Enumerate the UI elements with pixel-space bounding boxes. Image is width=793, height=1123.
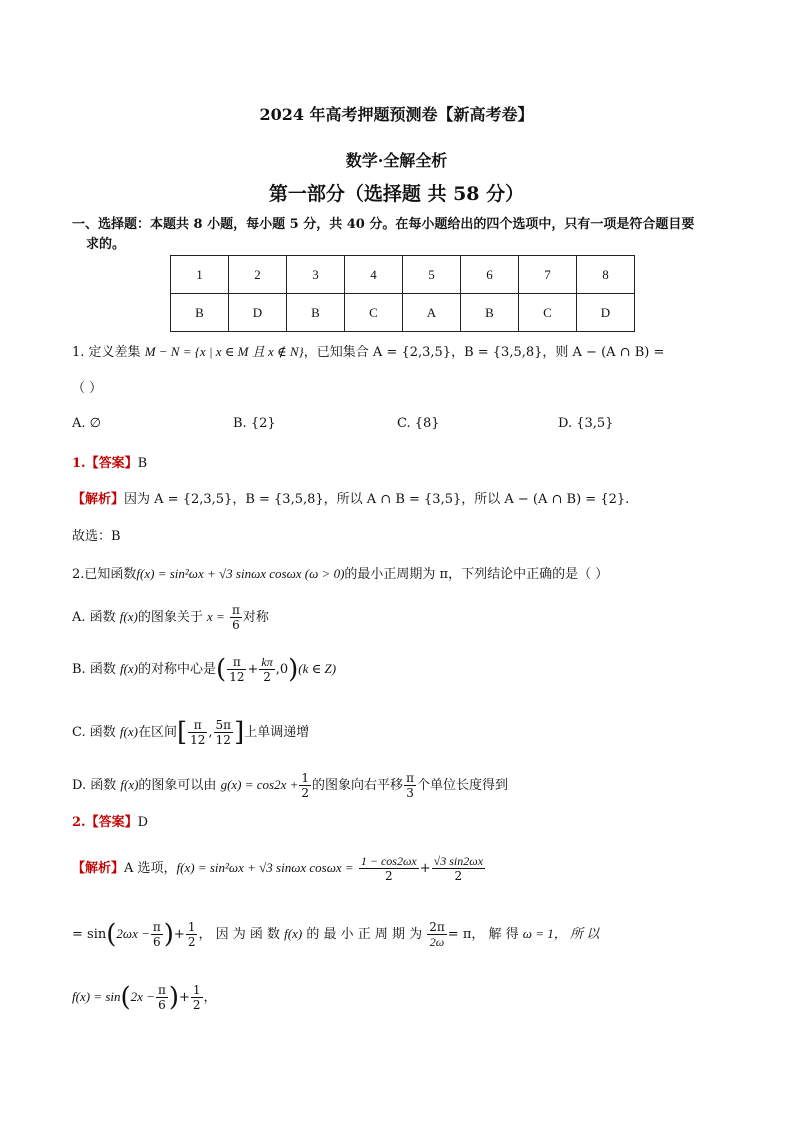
q2-l3-end: ， [203,990,217,1005]
table-cell: 7 [519,256,577,294]
table-cell: 1 [171,256,229,294]
q2-l3-arg: 2x − [130,989,155,1004]
table-cell: C [519,294,577,332]
fraction-denominator: 12 [229,670,245,684]
table-cell: C [345,294,403,332]
q2-option-c-mid: 在区间 [137,725,177,740]
q2-analysis-a: A 选项， [124,861,177,876]
q2-stem-math: f(x) = sin²ωx + √3 sinωx cosωx (ω > 0) [136,566,345,581]
table-cell: 4 [345,256,403,294]
q2-option-a-mid: 的图象关于 [137,610,203,625]
table-cell: D [577,294,635,332]
q2-stem-suffix: 的最小正周期为 π，下列结论中正确的是（ ） [344,567,609,582]
q2-option-c: C. 函数 f(x)在区间[ $\frac{\pi}{12}$ , $\frac{5\pi}{12}$ ]上单调递增 [72,717,310,748]
part-heading: 第一部分（选择题 共 58 分） [268,183,525,205]
q2-option-b-k: (k ∈ Z) [298,661,337,676]
fraction [299,771,311,800]
fraction-numerator: √3 sin2ωx [433,854,484,868]
q1-paren: （ ） [72,381,103,396]
table-cell: D [229,294,287,332]
fraction [188,718,207,747]
fraction-numerator: 1 [192,983,201,997]
table-cell: 5 [403,256,461,294]
exam-title: 2024 年高考押题预测卷【新高考卷】 [259,105,534,124]
q2-l2-omega: ω = 1， 所 以 [522,926,600,941]
q1-answer [72,455,147,473]
fraction-denominator: 6 [153,935,161,949]
q2-option-d-g: g(x) = cos2x + [220,777,299,792]
table-cell: 2 [229,256,287,294]
q1-choose: 故选：B [72,529,121,544]
plus-sign: + [419,861,431,876]
answer-table [170,255,635,332]
fraction-denominator: 2 [263,670,271,684]
q1-option-c: C. {8} [397,416,440,431]
fraction-denominator: 6 [158,998,166,1012]
table-cell: B [171,294,229,332]
fraction-numerator: 1 [187,920,196,934]
answer-table-numbers-row [171,256,635,294]
q2-option-d-mid2: 的图象向右平移 [312,778,404,793]
fraction-denominator: 3 [406,786,414,800]
left-bracket: [ [176,717,188,748]
table-cell: A [403,294,461,332]
fraction [230,603,242,632]
q2-option-b-fx: f(x) [119,661,139,676]
q2-analysis-line3 [72,980,217,1015]
fraction-numerator: 2π [429,920,445,934]
q2-l3-fx: f(x) = sin [72,989,121,1004]
left-paren: ( [120,982,131,1013]
fraction [186,920,198,949]
fraction-numerator: 1 [301,771,310,785]
fraction-numerator: kπ [261,655,273,669]
fraction [151,920,163,949]
left-paren: ( [106,919,117,950]
q2-analysis-label: 【解析】 [72,861,125,876]
fraction [427,920,447,949]
plus-sign: + [173,927,185,942]
q2-option-d-suffix: 个单位长度得到 [416,778,508,793]
q2-option-c-suffix: 上单调递增 [244,725,310,740]
fraction-numerator: π [231,603,240,617]
q2-l2-eq: = π， 解 得 [447,927,519,942]
q2-l2-fx: f(x) [284,926,303,941]
q2-l2-text2: 的 最 小 正 周 期 为 [306,927,423,942]
fraction-denominator: 2 [384,869,393,883]
fraction-denominator: 12 [190,733,206,747]
q2-option-d [72,770,508,801]
table-cell: 3 [287,256,345,294]
q2-option-d-prefix: D. 函数 [72,778,117,793]
fraction [156,983,168,1012]
q2-analysis-eq: f(x) = sin²ωx + √3 sinωx cosωx = [176,860,354,875]
fraction-denominator: 2 [454,869,463,883]
q1-answer-value: B [137,456,148,471]
q2-option-c-prefix: C. 函数 [72,725,116,740]
q1-option-d: D. {3,5} [558,416,614,431]
exam-subtitle: 数学·全解全析 [345,151,448,170]
q1-analysis-text: 因为 A = {2,3,5}，B = {3,5,8}，所以 A ∩ B = {3,5}，所以 A − (A ∩ B) = {2}. [124,492,630,507]
right-paren: ) [288,654,299,685]
q2-option-a-suffix: 对称 [242,610,269,625]
q2-option-b [72,652,336,687]
table-cell: 6 [461,256,519,294]
right-paren: ) [163,919,174,950]
q1-given: ，已知集合 A = {2,3,5}，B = {3,5,8}，则 A − (A ∩ B) = [303,345,665,360]
q2-answer-label: 2.【答案】 [72,815,138,830]
answer-table-answers-row [171,294,635,332]
table-cell: B [461,294,519,332]
section-intro-line2: 求的。 [86,237,126,252]
fraction [191,983,203,1012]
fraction-numerator: π [157,983,166,997]
q2-analysis-line2 [72,917,599,952]
fraction-denominator: 2ω [429,935,445,949]
fraction [227,655,246,684]
q2-l2-start: = sin [72,927,107,942]
q2-option-a-fx: f(x) [119,609,138,624]
q1-definition: M − N = {x | x ∈ M 且 x ∉ N} [144,344,304,359]
section-intro-line1: 一、选择题：本题共 8 小题，每小题 5 分，共 40 分。在每小题给出的四个选项中，只有一项是符合题目要 [72,217,695,232]
table-cell: 8 [577,256,635,294]
q1-analysis-label: 【解析】 [72,492,125,507]
q2-answer [72,814,148,832]
fraction-denominator: 6 [232,618,240,632]
fraction-numerator: π [188,718,207,733]
left-paren: ( [216,654,227,685]
table-cell: B [287,294,345,332]
q1-option-b: B. {2} [233,416,276,431]
fraction [259,655,274,684]
right-paren: ) [168,982,179,1013]
q2-analysis-line1 [72,851,486,886]
q2-option-d-fx: f(x) [120,777,139,792]
fraction-numerator: π [227,655,246,670]
fraction-numerator: 1 − cos2ωx [360,854,417,868]
q2-option-c-fx: f(x) [119,724,138,739]
plus-sign: + [178,990,190,1005]
fraction [214,718,234,747]
q2-option-a-prefix: A. 函数 [72,610,116,625]
q2-option-b-mid: 的对称中心是 [138,662,217,677]
fraction-numerator: π [406,771,414,785]
q1-stem [72,343,664,362]
q1-answer-label: 1.【答案】 [72,456,138,471]
q2-l2-text: ， 因 为 函 数 [198,927,280,942]
fraction [404,771,416,800]
fraction-denominator: 2 [192,998,201,1012]
q2-prefix: 2.已知函数 [72,567,137,582]
right-bracket: ] [234,717,245,748]
plus-sign: + [247,662,259,677]
fraction-denominator: 2 [187,935,196,949]
fraction-numerator: π [152,920,161,934]
fraction [359,854,419,883]
q2-option-d-mid: 的图象可以由 [138,778,217,793]
q1-analysis [72,491,629,509]
q2-answer-value: D [137,815,149,830]
q2-stem [72,565,608,584]
q2-option-a-x: x = [207,609,225,624]
q1-option-a: A. ∅ [72,416,101,431]
q2-l2-arg: 2ωx − [116,926,150,941]
q2-option-b-tail: ,0 [275,662,289,677]
q1-prefix: 1. 定义差集 [72,345,141,360]
fraction-denominator: 12 [215,733,231,747]
fraction-numerator: 5π [215,718,232,732]
fraction-denominator: 2 [301,786,310,800]
fraction [432,854,485,883]
q2-option-b-prefix: B. 函数 [72,662,116,677]
q2-option-a [72,603,269,632]
